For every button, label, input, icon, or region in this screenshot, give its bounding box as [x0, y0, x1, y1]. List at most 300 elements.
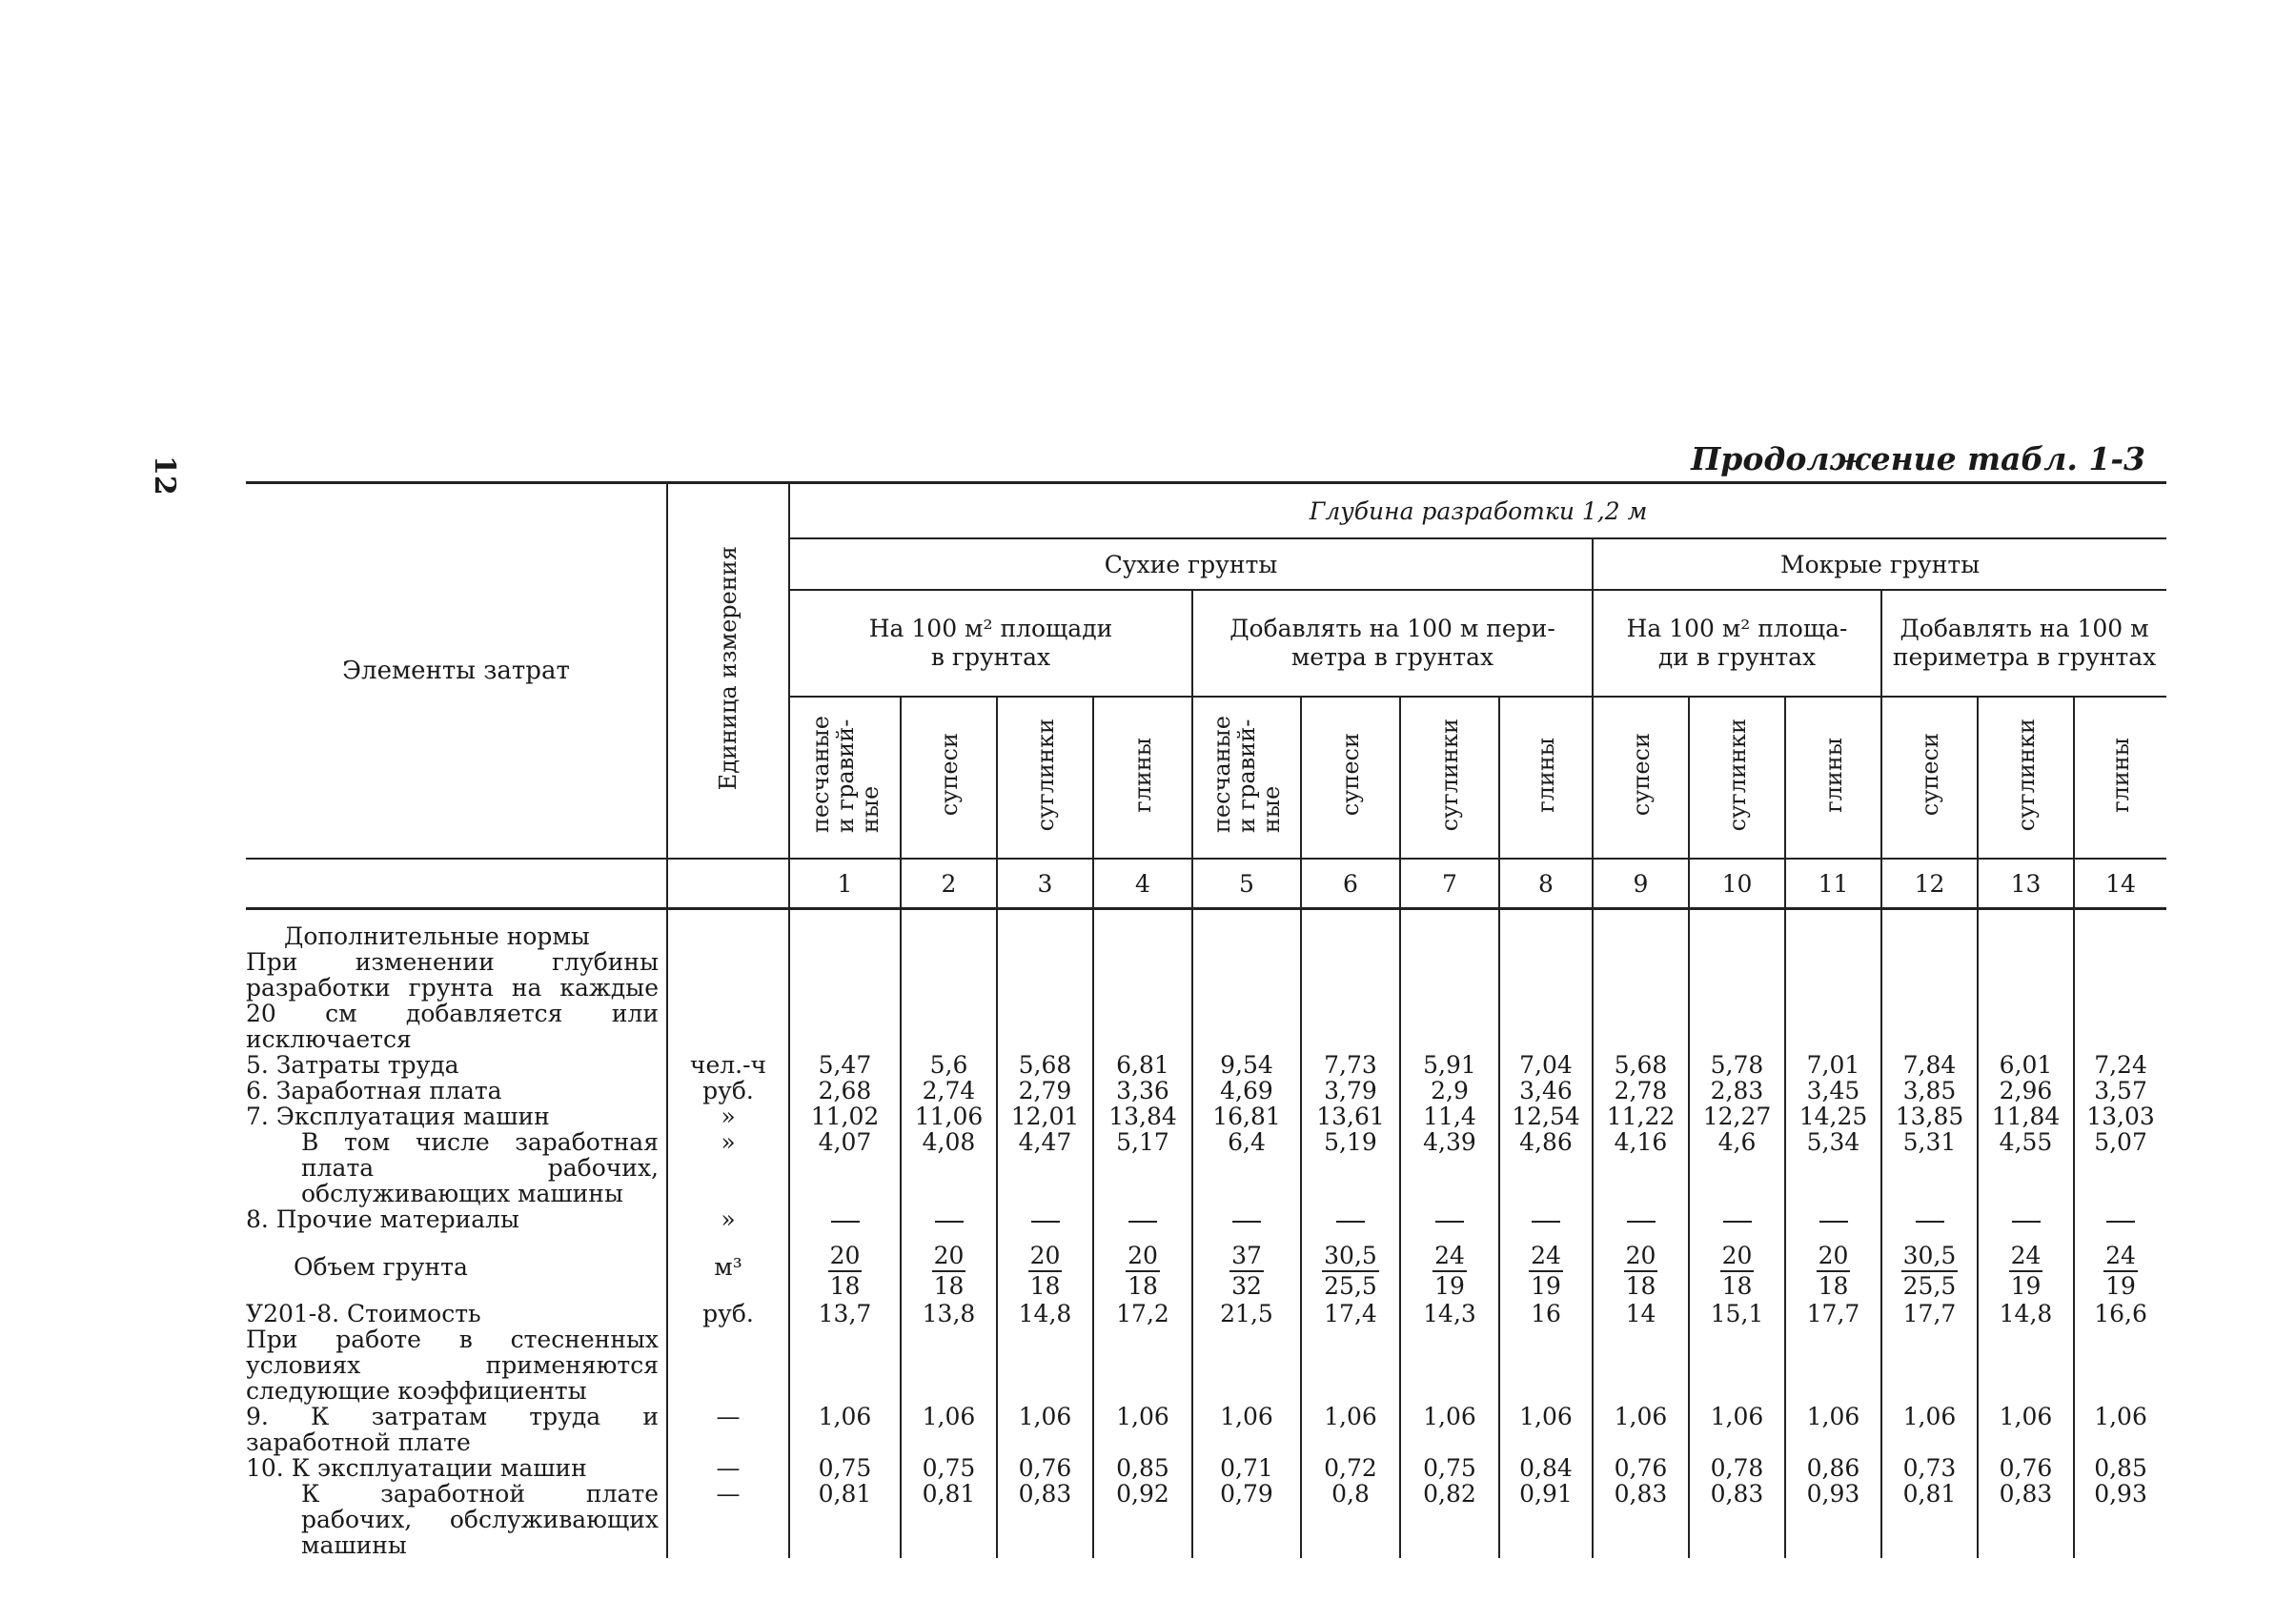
volume-label: Объем грунта: [294, 1252, 468, 1281]
volume-cell: [997, 1232, 1093, 1301]
soil-type-label: супеси: [1627, 733, 1655, 817]
soil-type-label: супеси: [1916, 733, 1943, 817]
wet-soils-header: Мокрые грунты: [1593, 538, 2166, 590]
value-cell: [1881, 1326, 1978, 1404]
dry-area-header: На 100 м² площади в грунтах: [789, 590, 1192, 697]
value-cell: [901, 1326, 997, 1404]
volume-bottom: 18: [1029, 1272, 1061, 1300]
soil-type-label: суглинки: [1436, 718, 1463, 832]
dry-perimeter-header: Добавлять на 100 м пери- метра в грунтах: [1192, 590, 1593, 697]
value-cell: 1,06: [1093, 1404, 1192, 1455]
value-cell: 1,06: [901, 1404, 997, 1455]
value-cell: 0,81: [789, 1481, 901, 1558]
volume-bottom: 18: [1818, 1272, 1849, 1300]
soil-type-label: суглинки: [1723, 718, 1751, 832]
table-continuation-title: Продолжение табл. 1-3: [1691, 440, 2145, 477]
value-cell: 6,81: [1093, 1052, 1192, 1078]
spacer-cell: [789, 909, 901, 924]
value-cell: 16,6: [2074, 1301, 2166, 1326]
volume-top: 20: [932, 1242, 966, 1272]
value-cell: [1192, 1206, 1301, 1232]
soil-type-label: глины: [1129, 737, 1156, 813]
soil-type-header: [901, 697, 997, 859]
value-cell: 14,8: [1978, 1301, 2074, 1326]
value-cell: [1301, 1206, 1400, 1232]
value-cell: [1093, 923, 1192, 1052]
value-cell: [997, 923, 1093, 1052]
value-cell: 1,06: [1785, 1404, 1881, 1455]
constrained-text: При работе в стесненных условиях применяются следующие коэффициенты: [246, 1326, 659, 1405]
spacer-cell: [1093, 909, 1192, 924]
soil-type-header: [1689, 697, 1785, 859]
spacer-cell: [1192, 909, 1301, 924]
spacer-cell: [1593, 909, 1689, 924]
depth-header-text: Глубина разработки 1,2 м: [1309, 496, 1648, 525]
value-cell: [1093, 1206, 1192, 1232]
value-cell: 0,91: [1499, 1481, 1593, 1558]
value-cell: 11,84: [1978, 1104, 2074, 1129]
value-cell: 17,7: [1785, 1301, 1881, 1326]
value-cell: [1689, 1326, 1785, 1404]
value-cell: [1785, 1206, 1881, 1232]
value-cell: 1,06: [1301, 1404, 1400, 1455]
value-cell: 1,06: [1499, 1404, 1593, 1455]
spacer-cell: [901, 909, 997, 924]
value-cell: 13,8: [901, 1301, 997, 1326]
column-number: 3: [997, 859, 1093, 909]
volume-cell: [789, 1232, 901, 1301]
table-header: [246, 483, 2166, 909]
dash-mark: [1336, 1221, 1365, 1223]
value-cell: 4,08: [901, 1129, 997, 1206]
value-cell: 0,8: [1301, 1481, 1400, 1558]
volume-top: 20: [828, 1242, 863, 1272]
value-cell: [789, 1326, 901, 1404]
spacer-cell: [1400, 909, 1499, 924]
norm-label: 5. Затраты труда: [246, 1051, 459, 1079]
volume-top: 24: [2103, 1242, 2138, 1272]
dash-mark: [935, 1221, 964, 1223]
value-cell: [789, 1206, 901, 1232]
column-number: 4: [1093, 859, 1192, 909]
norm-row: [246, 1052, 2166, 1078]
spacer-cell: [2074, 909, 2166, 924]
volume-bottom: 19: [1434, 1272, 1465, 1300]
coefficient-row: [246, 1455, 2166, 1481]
value-cell: 15,1: [1689, 1301, 1785, 1326]
column-number-blank: [246, 859, 667, 909]
volume-top: 20: [1624, 1242, 1658, 1272]
value-cell: 7,73: [1301, 1052, 1400, 1078]
value-cell: 0,84: [1499, 1455, 1593, 1481]
column-number: 2: [901, 859, 997, 909]
value-cell: [997, 1326, 1093, 1404]
column-number: 12: [1881, 859, 1978, 909]
soil-type-header: [1093, 697, 1192, 859]
spacer-cell: [1881, 909, 1978, 924]
value-cell: [1400, 1326, 1499, 1404]
spacer-cell: [1978, 909, 2074, 924]
volume-fraction: [2103, 1242, 2138, 1301]
volume-fraction: [1126, 1242, 1160, 1301]
dash-mark: [1916, 1221, 1944, 1223]
value-cell: 1,06: [2074, 1404, 2166, 1455]
value-cell: 4,16: [1593, 1129, 1689, 1206]
volume-cell: [1593, 1232, 1689, 1301]
spacer-cell: [667, 909, 789, 924]
value-cell: 0,83: [997, 1481, 1093, 1558]
value-cell: 4,39: [1400, 1129, 1499, 1206]
spacer-cell: [997, 909, 1093, 924]
volume-bottom: 18: [1625, 1272, 1656, 1300]
value-cell: [1593, 1326, 1689, 1404]
value-cell: [1301, 1326, 1400, 1404]
dash-mark: [1532, 1221, 1560, 1223]
column-number: 8: [1499, 859, 1593, 909]
spacer-cell: [1499, 909, 1593, 924]
value-cell: 1,06: [1192, 1404, 1301, 1455]
value-cell: 5,68: [1593, 1052, 1689, 1078]
soil-type-header: [2074, 697, 2166, 859]
value-cell: [1499, 923, 1593, 1052]
norm-label: В том числе заработная плата рабочих, обслуживающих машины: [301, 1128, 659, 1207]
dry-soils-header: Сухие грунты: [789, 538, 1593, 590]
spacer-cell: [1785, 909, 1881, 924]
dash-mark: [1232, 1221, 1261, 1223]
soil-type-label: глины: [1533, 737, 1559, 813]
page-number: 12: [148, 456, 181, 496]
volume-cell: [1400, 1232, 1499, 1301]
norms-table-container: [246, 481, 2157, 1559]
value-cell: 1,06: [997, 1404, 1093, 1455]
value-cell: [1881, 923, 1978, 1052]
volume-cell: [1093, 1232, 1192, 1301]
coefficient-row: [246, 1404, 2166, 1455]
value-cell: 11,4: [1400, 1104, 1499, 1129]
value-cell: 5,6: [901, 1052, 997, 1078]
value-cell: 0,85: [1093, 1455, 1192, 1481]
column-number-blank: [667, 859, 789, 909]
value-cell: [1689, 923, 1785, 1052]
column-number: 6: [1301, 859, 1400, 909]
value-cell: 14: [1593, 1301, 1689, 1326]
elements-header: Элементы затрат: [246, 483, 667, 860]
volume-bottom: 18: [1721, 1272, 1753, 1300]
value-cell: [2074, 1326, 2166, 1404]
soil-type-label: глины: [2107, 737, 2135, 813]
soil-type-header: [1192, 697, 1301, 859]
value-cell: 0,72: [1301, 1455, 1400, 1481]
soil-type-label: суглинки: [1031, 718, 1059, 832]
intro-text: При изменении глубины разработки грунта на каждые 20 см добавляется или исключается: [246, 948, 659, 1053]
value-cell: 4,55: [1978, 1129, 2074, 1206]
soil-type-label: супеси: [1337, 733, 1364, 817]
volume-cell: [1192, 1232, 1301, 1301]
volume-top: 24: [1529, 1242, 1563, 1272]
volume-cell: [1978, 1232, 2074, 1301]
intro-cell: [246, 923, 667, 1052]
spacer-cell: [1301, 909, 1400, 924]
value-cell: 3,57: [2074, 1078, 2166, 1104]
value-cell: 14,3: [1400, 1301, 1499, 1326]
value-cell: 3,36: [1093, 1078, 1192, 1104]
volume-fraction: [1229, 1242, 1264, 1301]
value-cell: [789, 923, 901, 1052]
value-cell: 2,96: [1978, 1078, 2074, 1104]
value-cell: [1593, 1206, 1689, 1232]
value-cell: 3,45: [1785, 1078, 1881, 1104]
value-cell: [1881, 1206, 1978, 1232]
value-cell: 2,9: [1400, 1078, 1499, 1104]
volume-fraction: [1901, 1242, 1959, 1301]
value-cell: 5,19: [1301, 1129, 1400, 1206]
volume-fraction: [1817, 1242, 1851, 1301]
value-cell: 12,27: [1689, 1104, 1785, 1129]
value-cell: 0,75: [1400, 1455, 1499, 1481]
value-cell: [1785, 923, 1881, 1052]
norm-label: 6. Заработная плата: [246, 1077, 502, 1104]
dash-mark: [1128, 1221, 1157, 1223]
value-cell: 0,83: [1689, 1481, 1785, 1558]
volume-fraction: [828, 1242, 863, 1301]
unit-cell: —: [667, 1404, 789, 1455]
volume-cell: [1301, 1232, 1400, 1301]
cost-label: У201-8. Стоимость: [246, 1300, 481, 1327]
volume-cell: [1881, 1232, 1978, 1301]
value-cell: 4,47: [997, 1129, 1093, 1206]
soil-type-label: песчаные и гравий- ные: [806, 716, 884, 834]
value-cell: [1499, 1206, 1593, 1232]
table-body: [246, 909, 2166, 1559]
dash-mark: [2106, 1221, 2135, 1223]
coefficient-label: К заработной плате рабочих, обслуживающих машины: [301, 1480, 659, 1559]
soil-type-header: [789, 697, 901, 859]
value-cell: 13,7: [789, 1301, 901, 1326]
value-cell: 0,81: [901, 1481, 997, 1558]
norm-row: [246, 1078, 2166, 1104]
value-cell: 0,79: [1192, 1481, 1301, 1558]
value-cell: 2,83: [1689, 1078, 1785, 1104]
value-cell: 12,01: [997, 1104, 1093, 1129]
value-cell: [1192, 923, 1301, 1052]
value-cell: 9,54: [1192, 1052, 1301, 1078]
value-cell: 11,22: [1593, 1104, 1689, 1129]
value-cell: 1,06: [789, 1404, 901, 1455]
value-cell: [1301, 923, 1400, 1052]
value-cell: 13,85: [1881, 1104, 1978, 1129]
value-cell: 2,79: [997, 1078, 1093, 1104]
unit-cell: [667, 1326, 789, 1404]
volume-top: 30,5: [1901, 1242, 1959, 1272]
value-cell: [1192, 1326, 1301, 1404]
value-cell: 4,86: [1499, 1129, 1593, 1206]
value-cell: 3,79: [1301, 1078, 1400, 1104]
norm-row: [246, 1129, 2166, 1206]
value-cell: 6,4: [1192, 1129, 1301, 1206]
value-cell: [1689, 1206, 1785, 1232]
value-cell: 5,31: [1881, 1129, 1978, 1206]
value-cell: [1785, 1326, 1881, 1404]
value-cell: 5,17: [1093, 1129, 1192, 1206]
volume-fraction: [1720, 1242, 1755, 1301]
dash-mark: [1031, 1221, 1060, 1223]
value-cell: 5,47: [789, 1052, 901, 1078]
value-cell: 2,74: [901, 1078, 997, 1104]
unit-cell: м³: [667, 1232, 789, 1301]
constrained-text-row: [246, 1326, 2166, 1404]
value-cell: [901, 923, 997, 1052]
column-number: 5: [1192, 859, 1301, 909]
intro-title: Дополнительные нормы: [284, 922, 590, 950]
volume-fraction: [1028, 1242, 1063, 1301]
unit-cell: »: [667, 1206, 789, 1232]
unit-header-text: Единица измерения: [715, 545, 742, 791]
volume-top: 24: [1432, 1242, 1467, 1272]
volume-bottom: 25,5: [1902, 1272, 1957, 1300]
volume-top: 37: [1229, 1242, 1264, 1272]
dash-mark: [1435, 1221, 1464, 1223]
depth-header: [789, 483, 2166, 539]
value-cell: 2,78: [1593, 1078, 1689, 1104]
value-cell: 21,5: [1192, 1301, 1301, 1326]
value-cell: 7,04: [1499, 1052, 1593, 1078]
value-cell: 0,75: [901, 1455, 997, 1481]
dash-mark: [2012, 1221, 2041, 1223]
intro-row: [246, 923, 2166, 1052]
value-cell: 0,78: [1689, 1455, 1785, 1481]
value-cell: 1,06: [1881, 1404, 1978, 1455]
value-cell: 0,76: [1593, 1455, 1689, 1481]
soil-type-label: супеси: [935, 733, 963, 817]
norm-label: 8. Прочие материалы: [246, 1205, 519, 1233]
value-cell: [2074, 923, 2166, 1052]
volume-top: 30,5: [1322, 1242, 1379, 1272]
value-cell: 4,69: [1192, 1078, 1301, 1104]
soil-type-header: [1400, 697, 1499, 859]
volume-top: 20: [1126, 1242, 1160, 1272]
value-cell: 16: [1499, 1301, 1593, 1326]
soil-type-header: [1881, 697, 1978, 859]
unit-cell: [667, 923, 789, 1052]
wet-perimeter-header: Добавлять на 100 м периметра в грунтах: [1881, 590, 2166, 697]
spacer-row: [246, 909, 2166, 924]
value-cell: 14,25: [1785, 1104, 1881, 1129]
volume-bottom: 18: [829, 1272, 861, 1300]
volume-bottom: 19: [2105, 1272, 2136, 1300]
volume-top: 20: [1720, 1242, 1755, 1272]
value-cell: 1,06: [1689, 1404, 1785, 1455]
volume-bottom: 19: [2010, 1272, 2042, 1300]
column-number: 9: [1593, 859, 1689, 909]
volume-row: [246, 1232, 2166, 1301]
column-number: 13: [1978, 859, 2074, 909]
volume-fraction: [932, 1242, 966, 1301]
value-cell: 7,01: [1785, 1052, 1881, 1078]
value-cell: 6,01: [1978, 1052, 2074, 1078]
value-cell: 17,4: [1301, 1301, 1400, 1326]
value-cell: 16,81: [1192, 1104, 1301, 1129]
value-cell: 13,84: [1093, 1104, 1192, 1129]
value-cell: 0,83: [1978, 1481, 2074, 1558]
volume-bottom: 19: [1531, 1272, 1561, 1300]
volume-cell: [2074, 1232, 2166, 1301]
value-cell: 5,91: [1400, 1052, 1499, 1078]
volume-cell: [901, 1232, 997, 1301]
column-number: 14: [2074, 859, 2166, 909]
volume-fraction: [1624, 1242, 1658, 1301]
unit-cell: —: [667, 1481, 789, 1558]
soil-type-label: суглинки: [2012, 718, 2040, 832]
coefficient-label: 9. К затратам труда и заработной плате: [246, 1403, 659, 1456]
unit-cell: »: [667, 1104, 789, 1129]
unit-header: [667, 483, 789, 860]
value-cell: 0,86: [1785, 1455, 1881, 1481]
volume-top: 20: [1817, 1242, 1851, 1272]
value-cell: 0,93: [2074, 1481, 2166, 1558]
coefficient-label: 10. К эксплуатации машин: [246, 1454, 587, 1482]
coefficient-row: [246, 1481, 2166, 1558]
soil-type-header: [997, 697, 1093, 859]
value-cell: 0,75: [789, 1455, 901, 1481]
value-cell: [1978, 923, 2074, 1052]
column-number: 11: [1785, 859, 1881, 909]
value-cell: [901, 1206, 997, 1232]
value-cell: 17,7: [1881, 1301, 1978, 1326]
value-cell: [1400, 1206, 1499, 1232]
column-number: 7: [1400, 859, 1499, 909]
value-cell: [997, 1206, 1093, 1232]
value-cell: 17,2: [1093, 1301, 1192, 1326]
unit-cell: руб.: [667, 1078, 789, 1104]
volume-cell: [1499, 1232, 1593, 1301]
cost-row: [246, 1301, 2166, 1326]
soil-type-header: [1785, 697, 1881, 859]
column-number: 1: [789, 859, 901, 909]
value-cell: 7,24: [2074, 1052, 2166, 1078]
column-number: 10: [1689, 859, 1785, 909]
value-cell: 1,06: [1978, 1404, 2074, 1455]
norm-label: 7. Эксплуатация машин: [246, 1103, 550, 1130]
value-cell: 0,73: [1881, 1455, 1978, 1481]
value-cell: 2,68: [789, 1078, 901, 1104]
value-cell: 3,46: [1499, 1078, 1593, 1104]
volume-bottom: 25,5: [1324, 1272, 1377, 1300]
value-cell: 0,71: [1192, 1455, 1301, 1481]
spacer-cell: [246, 909, 667, 924]
value-cell: 0,76: [997, 1455, 1093, 1481]
value-cell: 5,07: [2074, 1129, 2166, 1206]
volume-cell: [1785, 1232, 1881, 1301]
volume-fraction: [1432, 1242, 1467, 1301]
dash-mark: [1819, 1221, 1848, 1223]
volume-bottom: 18: [1128, 1272, 1158, 1300]
value-cell: 12,54: [1499, 1104, 1593, 1129]
value-cell: [1093, 1326, 1192, 1404]
volume-fraction: [1529, 1242, 1563, 1301]
value-cell: 0,76: [1978, 1455, 2074, 1481]
value-cell: [1499, 1326, 1593, 1404]
volume-bottom: 32: [1231, 1272, 1262, 1300]
value-cell: 3,85: [1881, 1078, 1978, 1104]
volume-cell: [1689, 1232, 1785, 1301]
wet-area-header: На 100 м² площа- ди в грунтах: [1593, 590, 1881, 697]
value-cell: 5,68: [997, 1052, 1093, 1078]
value-cell: 0,85: [2074, 1455, 2166, 1481]
volume-fraction: [2009, 1242, 2043, 1301]
value-cell: 7,84: [1881, 1052, 1978, 1078]
soil-type-label: песчаные и гравий- ные: [1209, 716, 1285, 834]
value-cell: 4,07: [789, 1129, 901, 1206]
